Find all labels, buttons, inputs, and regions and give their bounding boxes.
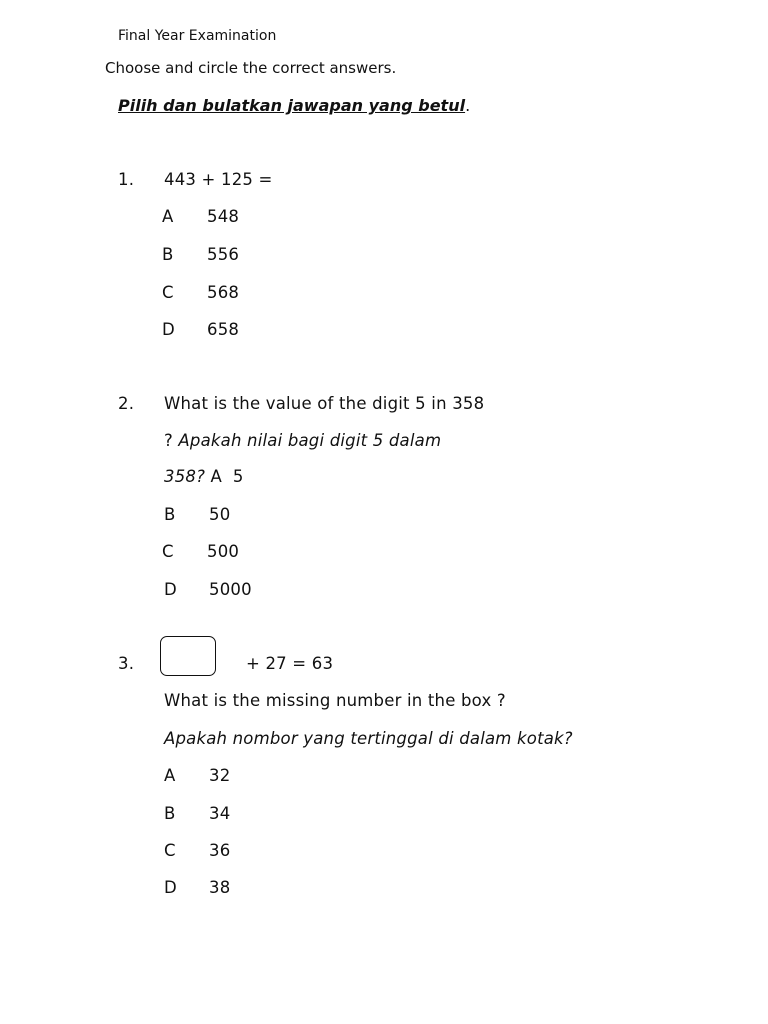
question-number: 2. bbox=[118, 394, 135, 413]
option-letter-c: C bbox=[162, 283, 174, 302]
option-value-c[interactable]: 500 bbox=[207, 542, 240, 561]
question-stem-prefix: ? bbox=[164, 431, 179, 450]
option-value-a[interactable]: 5 bbox=[232, 467, 244, 486]
instruction-malay-period: . bbox=[465, 96, 471, 115]
instruction-malay bbox=[118, 96, 470, 115]
option-letter-d: D bbox=[164, 878, 177, 897]
option-value-d[interactable]: 5000 bbox=[209, 580, 252, 599]
option-letter-a: A bbox=[164, 766, 176, 785]
question-number: 1. bbox=[118, 170, 135, 189]
question-stem-malay-end: 358? bbox=[164, 467, 206, 486]
option-letter-c: C bbox=[164, 841, 176, 860]
question-equation: + 27 = 63 bbox=[246, 654, 334, 673]
option-letter-c: C bbox=[162, 542, 174, 561]
missing-number-box[interactable] bbox=[160, 636, 216, 676]
question-stem: What is the missing number in the box ? bbox=[164, 691, 506, 710]
option-letter-a: A bbox=[210, 467, 223, 486]
option-value-b[interactable]: 34 bbox=[209, 804, 231, 823]
question-stem: 443 + 125 = bbox=[164, 170, 273, 189]
instruction-malay-text: Pilih dan bulatkan jawapan yang betul bbox=[118, 96, 466, 115]
question-number: 3. bbox=[118, 654, 135, 673]
option-value-c[interactable]: 36 bbox=[209, 841, 231, 860]
question-stem: What is the value of the digit 5 in 358 bbox=[164, 394, 485, 413]
option-value-d[interactable]: 38 bbox=[209, 878, 231, 897]
option-letter-d: D bbox=[164, 580, 177, 599]
option-letter-a: A bbox=[162, 207, 174, 226]
option-value-c[interactable]: 568 bbox=[207, 283, 240, 302]
question-stem-malay: Apakah nilai bagi digit 5 dalam bbox=[178, 431, 442, 450]
option-letter-b: B bbox=[162, 245, 174, 264]
option-value-b[interactable]: 556 bbox=[207, 245, 240, 264]
instruction-english: Choose and circle the correct answers. bbox=[105, 59, 397, 77]
option-letter-b: B bbox=[164, 505, 176, 524]
question-stem-line2 bbox=[164, 431, 441, 450]
option-value-a[interactable]: 548 bbox=[207, 207, 240, 226]
question-stem-malay: Apakah nombor yang tertinggal di dalam kotak? bbox=[164, 729, 573, 748]
question-stem-line3 bbox=[164, 467, 244, 486]
option-letter-d: D bbox=[162, 320, 175, 339]
option-value-b[interactable]: 50 bbox=[209, 505, 231, 524]
page-header-title: Final Year Examination bbox=[118, 28, 277, 44]
option-letter-b: B bbox=[164, 804, 176, 823]
option-value-d[interactable]: 658 bbox=[207, 320, 240, 339]
option-value-a[interactable]: 32 bbox=[209, 766, 231, 785]
